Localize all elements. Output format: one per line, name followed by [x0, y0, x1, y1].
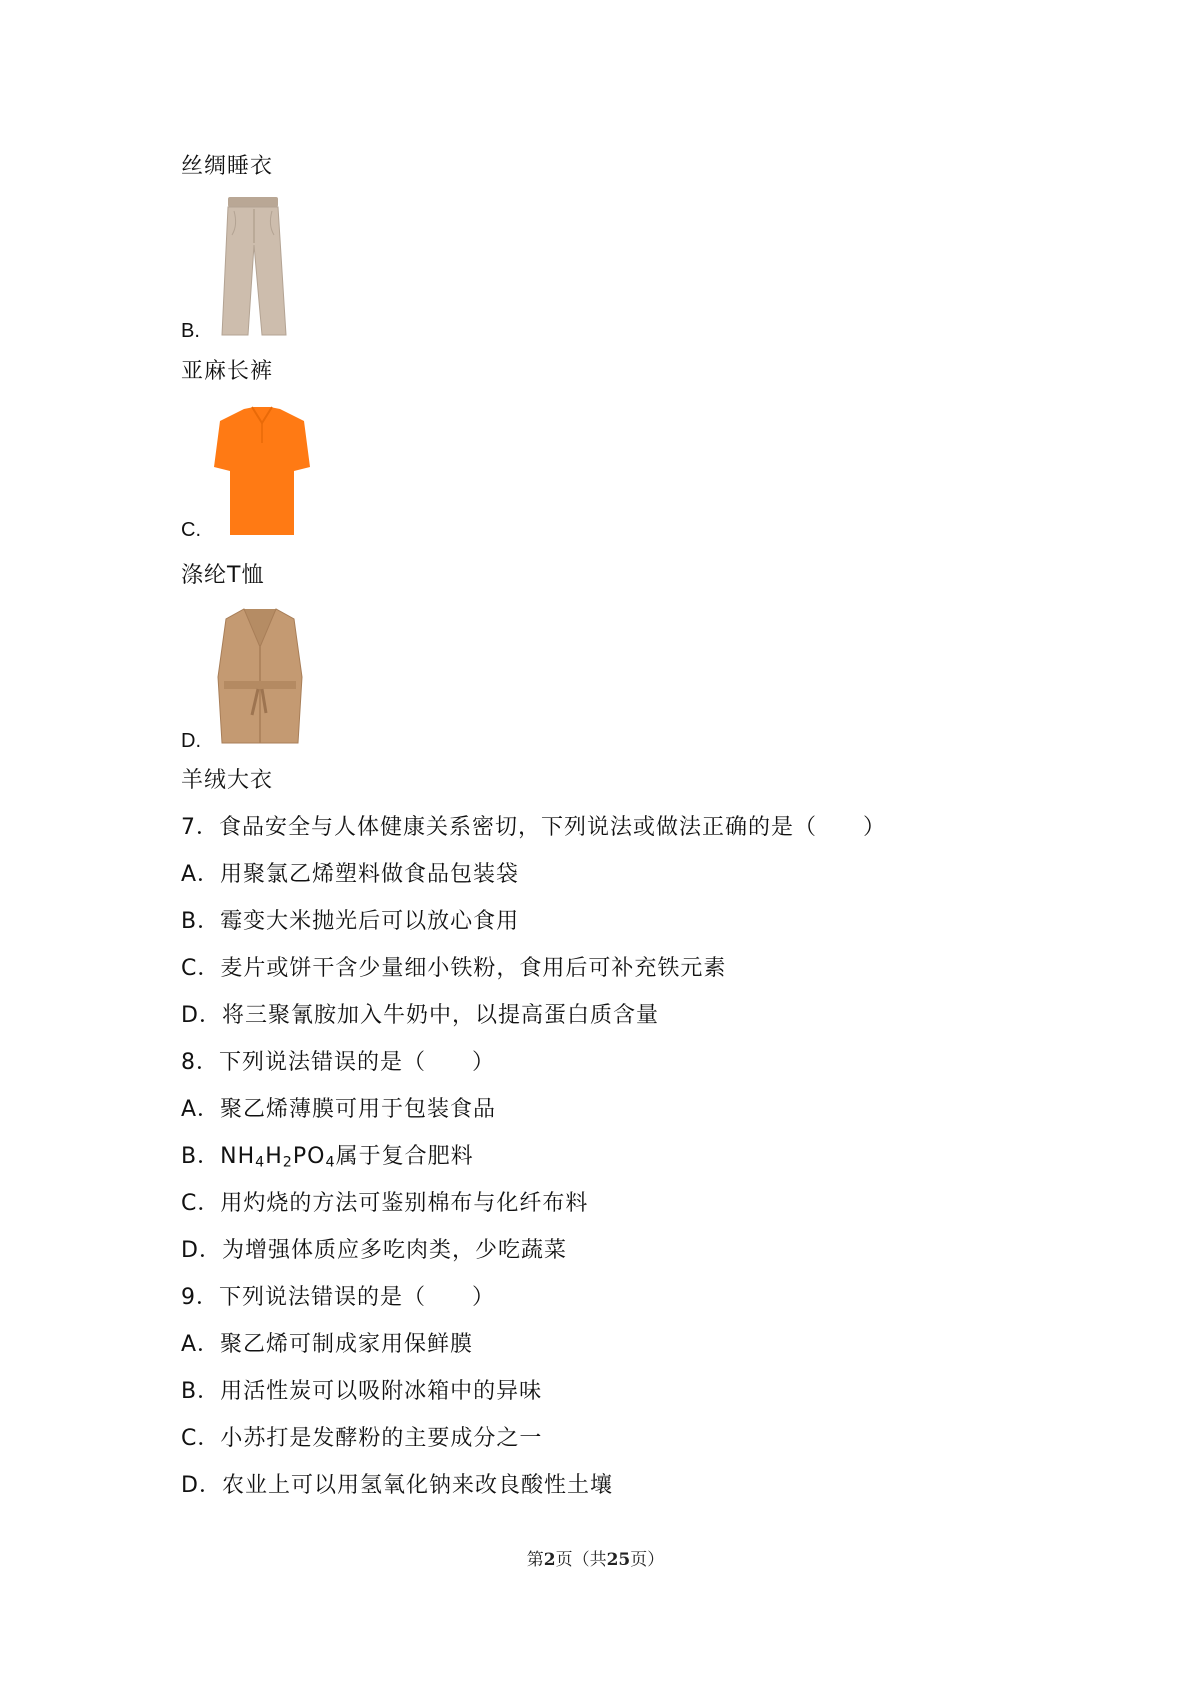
q9-option-a: A．聚乙烯可制成家用保鲜膜 [181, 1332, 474, 1357]
option-d-name: 羊绒大衣 [181, 768, 274, 793]
footer-total-pages: 25 [606, 1550, 631, 1570]
q9-stem: 9．下列说法错误的是（ ） [181, 1285, 495, 1310]
footer-post: 页） [630, 1550, 665, 1570]
option-c-name: 涤纶T恤 [181, 563, 265, 588]
q8-stem: 8．下列说法错误的是（ ） [181, 1050, 495, 1075]
q8-option-b-formula: $NH_4H_2PO_4$ [220, 1144, 336, 1171]
q7-stem: 7．食品安全与人体健康关系密切，下列说法或做法正确的是（ ） [181, 815, 886, 840]
option-d-letter: D. [181, 730, 201, 752]
q8-option-b-prefix: B． [181, 1144, 221, 1169]
q8-option-b [181, 1142, 474, 1178]
page-footer [0, 1545, 1191, 1570]
q8-option-d: D．为增强体质应多吃肉类，少吃蔬菜 [181, 1238, 567, 1263]
q9-option-d: D．农业上可以用氢氧化钠来改良酸性土壤 [181, 1473, 613, 1498]
q8-option-a: A．聚乙烯薄膜可用于包装食品 [181, 1097, 497, 1122]
option-b-name: 亚麻长裤 [181, 359, 274, 384]
option-b-letter: B. [181, 320, 200, 342]
footer-mid: 页（共 [555, 1550, 607, 1570]
footer-pre: 第 [526, 1550, 544, 1570]
q7-option-d: D．将三聚氰胺加入牛奶中，以提高蛋白质含量 [181, 1003, 659, 1028]
q8-option-b-suffix: 属于复合肥料 [335, 1144, 474, 1169]
q7-option-c: C．麦片或饼干含少量细小铁粉，食用后可补充铁元素 [181, 956, 727, 981]
q8-option-c: C．用灼烧的方法可鉴别棉布与化纤布料 [181, 1191, 589, 1216]
q7-option-a: A．用聚氯乙烯塑料做食品包装袋 [181, 862, 520, 887]
cashmere-coat-image [214, 607, 306, 745]
linen-trousers-image [214, 195, 294, 338]
polyester-tshirt-image [214, 405, 310, 536]
option-a-name: 丝绸睡衣 [181, 154, 274, 179]
footer-page-number: 2 [543, 1550, 556, 1570]
q9-option-b: B．用活性炭可以吸附冰箱中的异味 [181, 1379, 543, 1404]
q7-option-b: B．霉变大米抛光后可以放心食用 [181, 909, 520, 934]
q9-option-c: C．小苏打是发酵粉的主要成分之一 [181, 1426, 543, 1451]
option-c-letter: C. [181, 519, 201, 541]
